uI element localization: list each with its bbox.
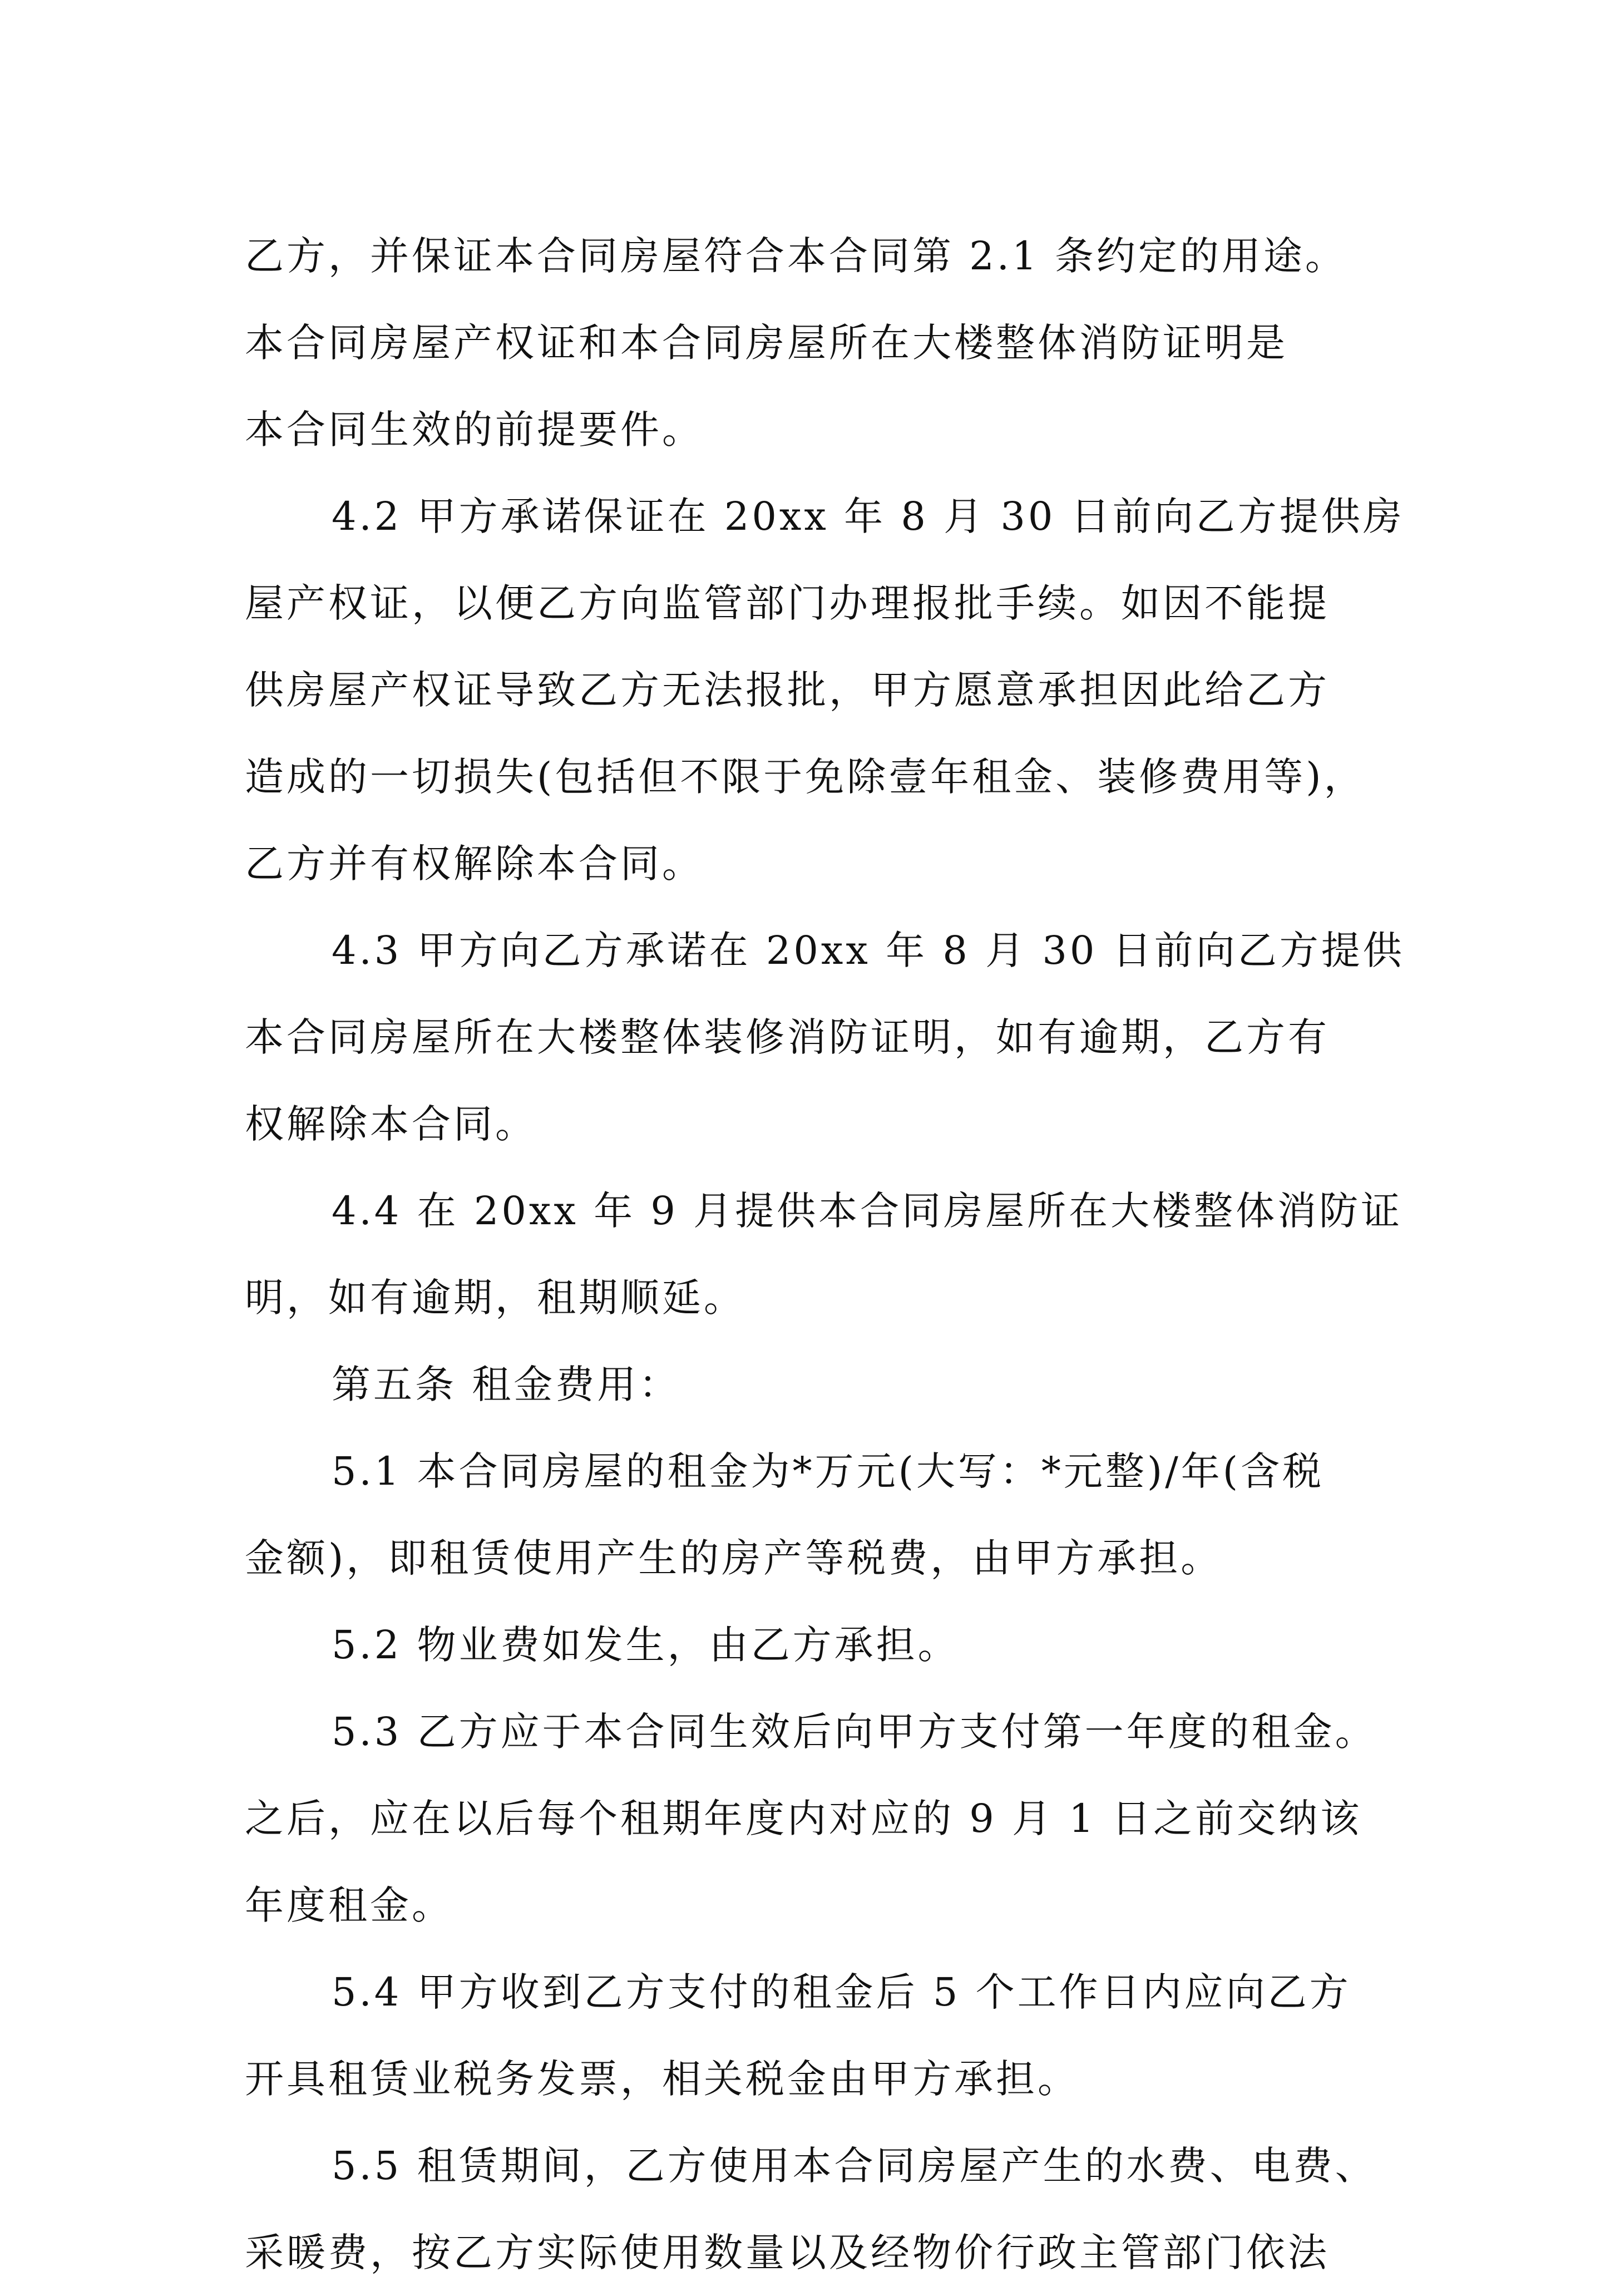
clause-5-5-start: 5.5 租赁期间，乙方使用本合同房屋产生的水费、电费、 <box>332 2143 1377 2189</box>
clause-5-1-start: 5.1 本合同房屋的租金为*万元(大写：*元整)/年(含税 <box>332 1448 1325 1494</box>
document-body <box>245 213 1424 2296</box>
text-line: 之后，应在以后每个租期年度内对应的 9 月 1 日之前交纳该 <box>245 1796 1362 1841</box>
text-line: 权解除本合同。 <box>245 1101 537 1147</box>
text-line: 年度租金。 <box>245 1883 453 1928</box>
text-line: 本合同生效的前提要件。 <box>245 407 704 452</box>
article-5-heading: 第五条 租金费用： <box>332 1362 681 1407</box>
clause-4-2-start: 4.2 甲方承诺保证在 20xx 年 8 月 30 日前向乙方提供房 <box>332 494 1405 539</box>
clause-4-4-start: 4.4 在 20xx 年 9 月提供本合同房屋所在大楼整体消防证 <box>332 1188 1403 1234</box>
text-line: 明，如有逾期，租期顺延。 <box>245 1275 745 1321</box>
clause-5-2: 5.2 物业费如发生，由乙方承担。 <box>332 1622 960 1668</box>
text-line: 本合同房屋产权证和本合同房屋所在大楼整体消防证明是 <box>245 320 1288 366</box>
text-line: 屋产权证，以便乙方向监管部门办理报批手续。如因不能提 <box>245 580 1330 626</box>
clause-5-3-start: 5.3 乙方应于本合同生效后向甲方支付第一年度的租金。 <box>332 1709 1377 1755</box>
text-line: 供房屋产权证导致乙方无法报批，甲方愿意承担因此给乙方 <box>245 667 1330 713</box>
text-line: 本合同房屋所在大楼整体装修消防证明，如有逾期，乙方有 <box>245 1014 1330 1060</box>
text-line: 乙方，并保证本合同房屋符合本合同第 2.1 条约定的用途。 <box>245 233 1347 279</box>
clause-5-4-start: 5.4 甲方收到乙方支付的租金后 5 个工作日内应向乙方 <box>332 1969 1351 2015</box>
text-line: 乙方并有权解除本合同。 <box>245 841 704 886</box>
text-line: 金额)，即租赁使用产生的房产等税费，由甲方承担。 <box>245 1535 1223 1581</box>
text-line: 造成的一切损失(包括但不限于免除壹年租金、装修费用等)， <box>245 754 1366 800</box>
clause-4-3-start: 4.3 甲方向乙方承诺在 20xx 年 8 月 30 日前向乙方提供 <box>332 928 1405 973</box>
text-line: 采暖费，按乙方实际使用数量以及经物价行政主管部门依法 <box>245 2230 1330 2275</box>
text-line: 开具租赁业税务发票，相关税金由甲方承担。 <box>245 2056 1079 2102</box>
